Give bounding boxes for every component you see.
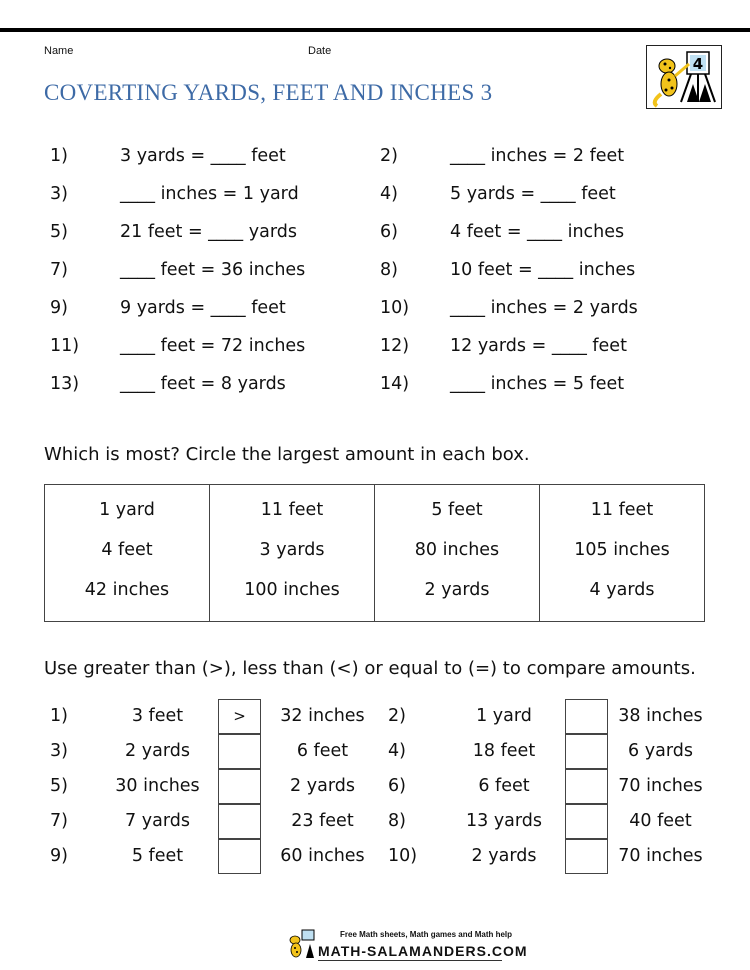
- answer-box[interactable]: [565, 839, 608, 874]
- compare-number: 10): [388, 846, 418, 866]
- compare-right-amount: 6 yards: [628, 741, 693, 761]
- compare-number: 1): [50, 706, 68, 726]
- compare-left-amount: 6 feet: [478, 776, 530, 796]
- compare-left-amount: 1 yard: [476, 706, 532, 726]
- compare-number: 7): [50, 811, 68, 831]
- largest-amount-boxes: [44, 484, 705, 622]
- compare-left-amount: 30 inches: [115, 776, 200, 796]
- amount-option[interactable]: 5 feet: [431, 500, 483, 520]
- compare-number: 2): [388, 706, 406, 726]
- answer-box[interactable]: [565, 699, 608, 734]
- footer-underline: [318, 960, 502, 961]
- answer-box[interactable]: [218, 839, 261, 874]
- answer-box[interactable]: [565, 804, 608, 839]
- question-number: 11): [50, 336, 80, 356]
- amount-option[interactable]: 4 feet: [101, 540, 153, 560]
- section3-instruction: Use greater than (>), less than (<) or equal to (=) to compare amounts.: [44, 658, 696, 679]
- answer-box[interactable]: [565, 769, 608, 804]
- date-label: Date: [308, 45, 332, 57]
- question-text: 12 yards = ____ feet: [450, 336, 627, 356]
- amount-option[interactable]: 105 inches: [574, 540, 670, 560]
- amount-box: [374, 485, 539, 621]
- question-text: 10 feet = ____ inches: [450, 260, 636, 280]
- footer-salamander-icon: [286, 928, 316, 960]
- question-text: 21 feet = ____ yards: [120, 222, 297, 242]
- answer-box[interactable]: [565, 734, 608, 769]
- footer-tagline: Free Math sheets, Math games and Math help: [340, 930, 513, 939]
- footer-site-link[interactable]: MATH-SALAMANDERS.COM: [318, 943, 528, 959]
- compare-number: 8): [388, 811, 406, 831]
- compare-right-amount: 32 inches: [280, 706, 365, 726]
- question-number: 9): [50, 298, 68, 318]
- answer-box[interactable]: [218, 804, 261, 839]
- question-number: 3): [50, 184, 68, 204]
- compare-left-amount: 13 yards: [465, 811, 543, 831]
- question-number: 5): [50, 222, 68, 242]
- amount-option[interactable]: 3 yards: [259, 540, 325, 560]
- amount-option[interactable]: 1 yard: [99, 500, 155, 520]
- page-title: COVERTING YARDS, FEET AND INCHES 3: [44, 80, 493, 105]
- compare-left-amount: 3 feet: [131, 706, 184, 726]
- compare-right-amount: 40 feet: [629, 811, 692, 831]
- compare-left-amount: 2 yards: [471, 846, 537, 866]
- amount-option[interactable]: 80 inches: [414, 540, 500, 560]
- answer-box[interactable]: [218, 734, 261, 769]
- question-text: ____ inches = 5 feet: [450, 374, 625, 394]
- question-number: 12): [380, 336, 410, 356]
- compare-right-amount: 70 inches: [618, 776, 703, 796]
- compare-number: 5): [50, 776, 68, 796]
- question-number: 6): [380, 222, 398, 242]
- compare-right-amount: 70 inches: [618, 846, 703, 866]
- question-text: 5 yards = ____ feet: [450, 184, 616, 204]
- question-text: 3 yards = ____ feet: [120, 146, 286, 166]
- question-text: ____ inches = 1 yard: [120, 184, 299, 204]
- question-text: 9 yards = ____ feet: [120, 298, 286, 318]
- salamander-logo: [646, 45, 722, 109]
- logo-badge: 4: [692, 55, 704, 73]
- compare-number: 3): [50, 741, 68, 761]
- compare-number: 6): [388, 776, 406, 796]
- question-number: 7): [50, 260, 68, 280]
- amount-box: [45, 485, 209, 621]
- question-text: ____ inches = 2 yards: [450, 298, 638, 318]
- top-rule: [0, 28, 750, 32]
- question-number: 2): [380, 146, 398, 166]
- amount-box: [539, 485, 704, 621]
- question-text: ____ feet = 72 inches: [120, 336, 306, 356]
- amount-option[interactable]: 2 yards: [424, 580, 490, 600]
- amount-option[interactable]: 100 inches: [244, 580, 340, 600]
- question-number: 8): [380, 260, 398, 280]
- compare-left-amount: 18 feet: [472, 741, 536, 761]
- question-text: ____ feet = 8 yards: [120, 374, 286, 394]
- amount-option[interactable]: 42 inches: [84, 580, 170, 600]
- compare-left-amount: 5 feet: [131, 846, 184, 866]
- question-number: 13): [50, 374, 80, 394]
- section2-instruction: Which is most? Circle the largest amount in each box.: [44, 444, 530, 465]
- compare-right-amount: 38 inches: [618, 706, 703, 726]
- compare-right-amount: 60 inches: [280, 846, 365, 866]
- compare-right-amount: 6 feet: [296, 741, 349, 761]
- amount-option[interactable]: 11 feet: [590, 500, 654, 520]
- question-number: 4): [380, 184, 398, 204]
- question-text: ____ feet = 36 inches: [120, 260, 306, 280]
- amount-option[interactable]: 11 feet: [260, 500, 324, 520]
- compare-number: 4): [388, 741, 406, 761]
- question-number: 10): [380, 298, 410, 318]
- compare-left-amount: 7 yards: [125, 811, 190, 831]
- name-label: Name: [44, 45, 74, 57]
- compare-number: 9): [50, 846, 68, 866]
- answer-box[interactable]: [218, 769, 261, 804]
- question-text: ____ inches = 2 feet: [450, 146, 625, 166]
- amount-option[interactable]: 4 yards: [589, 580, 655, 600]
- compare-right-amount: 23 feet: [291, 811, 354, 831]
- compare-left-amount: 2 yards: [125, 741, 190, 761]
- amount-box: [209, 485, 374, 621]
- compare-right-amount: 2 yards: [290, 776, 355, 796]
- answer-box[interactable]: >: [218, 699, 261, 734]
- question-number: 1): [50, 146, 68, 166]
- question-number: 14): [380, 374, 410, 394]
- question-text: 4 feet = ____ inches: [450, 222, 625, 242]
